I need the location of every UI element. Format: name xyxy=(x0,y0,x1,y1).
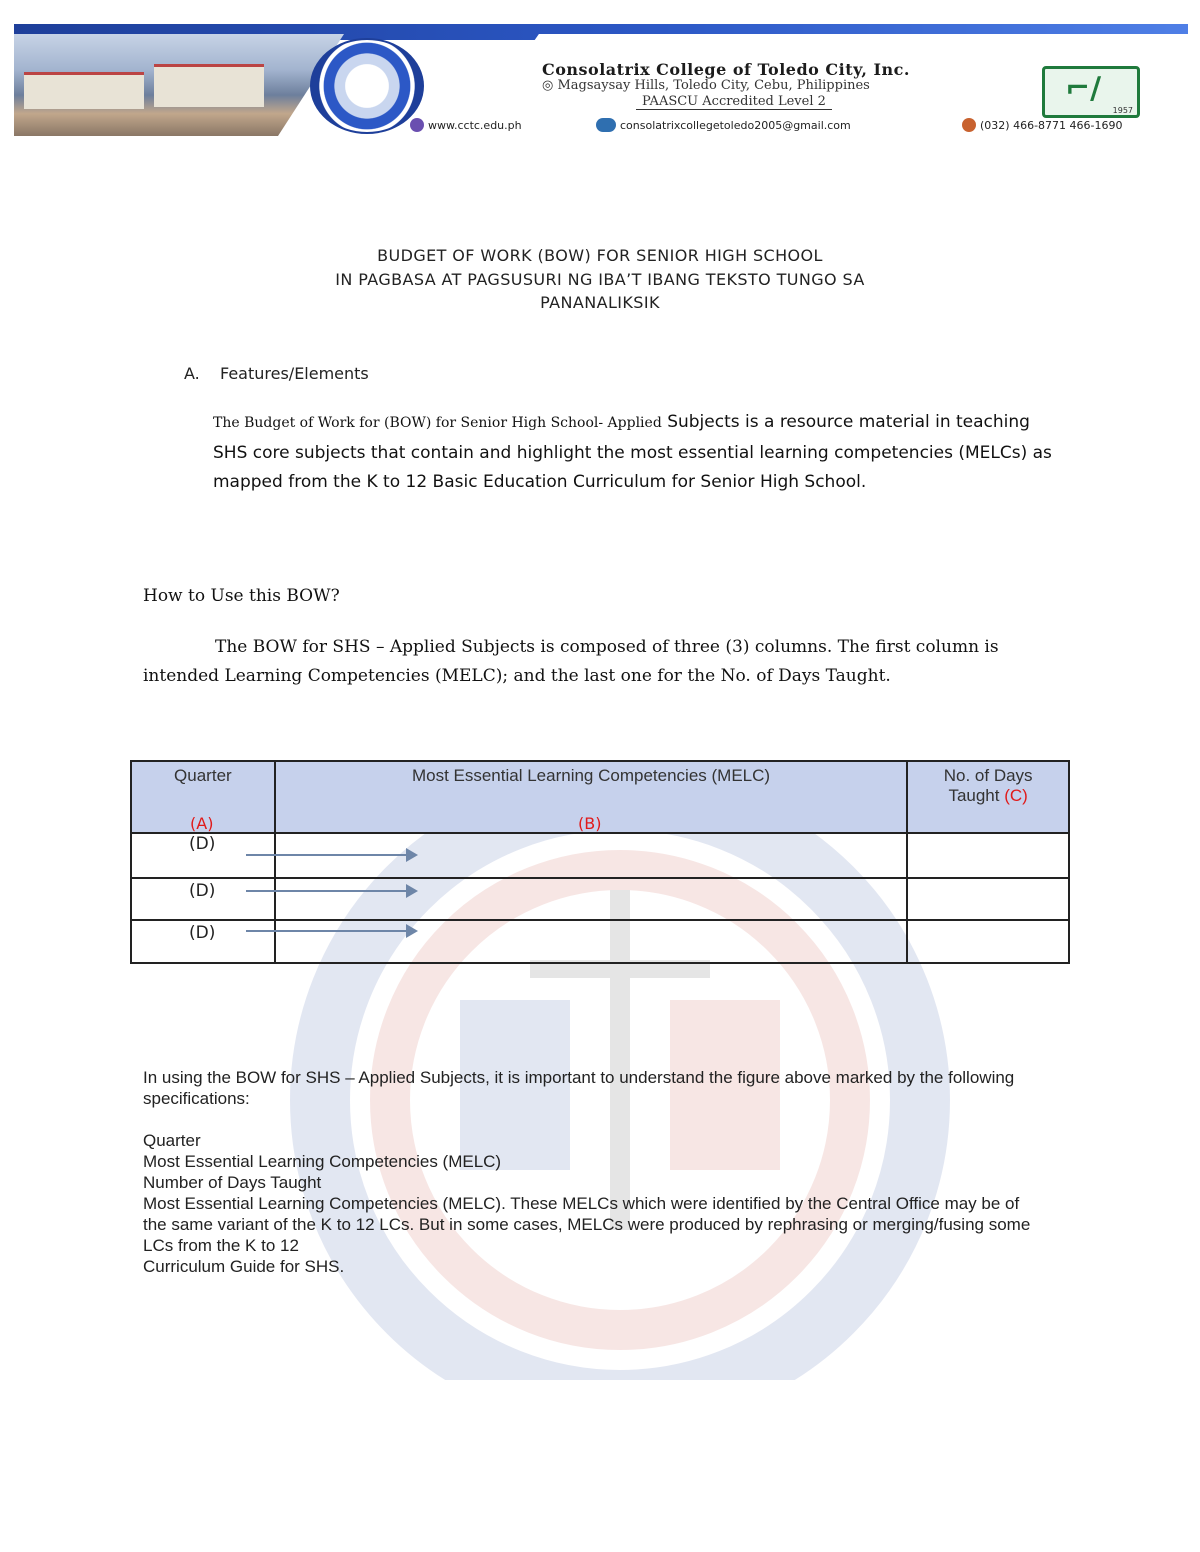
spec-item: Number of Days Taught xyxy=(143,1173,322,1192)
specifications-block xyxy=(143,1067,1043,1277)
location-icon: ◎ xyxy=(542,78,554,93)
spec-item: Curriculum Guide for SHS. xyxy=(143,1257,345,1276)
features-paragraph: The Budget of Work for (BOW) for Senior High School- Applied Subjects is a resource material in teaching SHS core subjects that contain and highlight the most essential learning competencies (MELCs) as mapped from the K to 12 Basic Education Curriculum for Senior High School. xyxy=(213,412,1052,492)
logo-year: 1957 xyxy=(1112,106,1133,115)
letterhead-banner xyxy=(14,24,1188,136)
school-address: ◎ Magsaysay Hills, Toledo City, Cebu, Philippines xyxy=(542,78,870,93)
document-title-line1: BUDGET OF WORK (BOW) FOR SENIOR HIGH SCHOOL xyxy=(377,246,823,265)
phone-contact: (032) 466-8771 466-1690 xyxy=(962,118,1123,132)
bow-figure-table xyxy=(130,760,1070,964)
school-seal-icon xyxy=(310,38,424,134)
marker-c: (C) xyxy=(1004,786,1028,805)
specs-intro: In using the BOW for SHS – Applied Subjects, it is important to understand the figure above marked by the following specifications: xyxy=(143,1068,1015,1108)
days-header: No. of Days Taught (C) xyxy=(907,761,1069,833)
quarter-label-d: (D) xyxy=(189,834,216,854)
globe-icon xyxy=(410,118,424,132)
right-arrow-icon xyxy=(246,854,416,856)
right-arrow-icon xyxy=(246,930,416,932)
email-icon xyxy=(596,118,616,132)
school-name: Consolatrix College of Toledo City, Inc. xyxy=(542,60,910,79)
email-contact: consolatrixcollegetoledo2005@gmail.com xyxy=(596,118,851,132)
melc-header: Most Essential Learning Competencies (MELC) xyxy=(275,761,908,833)
document-title-line2: IN PAGBASA AT PAGSUSURI NG IBA’T IBANG TEKSTO TUNGO SA xyxy=(335,270,865,289)
spec-item: Most Essential Learning Competencies (MELC) xyxy=(143,1152,502,1171)
marker-b: (B) xyxy=(578,814,602,833)
website-contact: www.cctc.edu.ph xyxy=(410,118,522,132)
accreditation: PAASCU Accredited Level 2 xyxy=(636,94,832,110)
document-title-line3: PANANALIKSIK xyxy=(540,293,660,312)
phone-icon xyxy=(962,118,976,132)
table-row xyxy=(131,878,1069,920)
spec-item: Most Essential Learning Competencies (MELC). These MELCs which were identified by the Central Office may be of the same variant of the K to 12 LCs. But in some cases, MELCs were produced by rephrasing or merging/fusing some LCs from the K to 12 xyxy=(143,1194,1031,1255)
spec-item: Quarter xyxy=(143,1131,201,1150)
howto-paragraph: The BOW for SHS – Applied Subjects is composed of three (3) columns. The first column is intended Learning Competencies (MELC); and the last one for the No. of Days Taught. xyxy=(143,637,999,686)
right-arrow-icon xyxy=(246,890,416,892)
section-a-heading: A. Features/Elements xyxy=(184,364,369,383)
green-logo-icon: ⌐/ 1957 xyxy=(1042,66,1140,118)
quarter-label-d: (D) xyxy=(189,881,216,901)
campus-photo xyxy=(14,34,344,136)
marker-a: (A) xyxy=(190,814,214,833)
quarter-header: Quarter xyxy=(131,761,275,833)
table-row xyxy=(131,920,1069,963)
quarter-label-d: (D) xyxy=(189,923,216,943)
howto-heading: How to Use this BOW? xyxy=(143,586,340,606)
